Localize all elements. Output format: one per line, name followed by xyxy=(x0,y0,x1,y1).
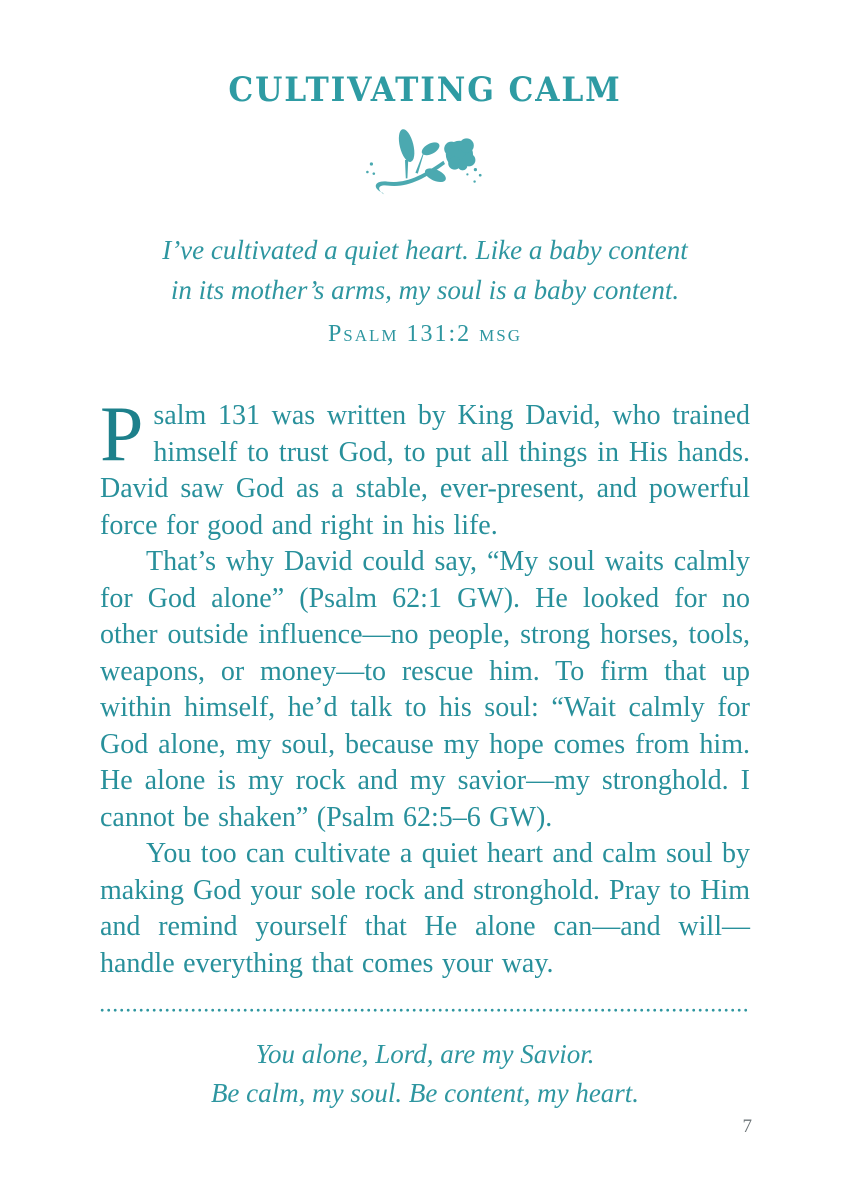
page-number: 7 xyxy=(742,1116,752,1137)
devotional-body xyxy=(100,390,750,982)
paragraph-text: salm 131 was written by King David, who trained himself to trust God, to put all things in His hands. David saw God as a stable, ever-present, and powerful force for good and right in his life. xyxy=(100,400,750,541)
paragraph-first xyxy=(100,390,750,544)
dotted-divider xyxy=(100,1008,750,1013)
rose-sprig-icon xyxy=(100,124,750,196)
paragraph: You too can cultivate a quiet heart and calm soul by making God your sole rock and stronghold. Pray to Him and remind yourself that He alone can—and will—handle everything that comes your way. xyxy=(100,838,750,979)
scripture-reference: Psalm 131:2 msg xyxy=(327,321,523,347)
chapter-title: CULTIVATING CALM xyxy=(228,70,622,110)
prayer-line: You alone, Lord, are my Savior. xyxy=(255,1039,595,1069)
closing-prayer xyxy=(100,1035,750,1113)
epigraph-line: in its mother’s arms, my soul is a baby content. xyxy=(170,275,680,305)
epigraph-line: I’ve cultivated a quiet heart. Like a baby content xyxy=(162,235,688,265)
prayer-line: Be calm, my soul. Be content, my heart. xyxy=(210,1078,640,1108)
paragraph: That’s why David could say, “My soul waits calmly for God alone” (Psalm 62:1 GW). He looked for no other outside influence—no people, strong horses, tools, weapons, or money—to rescue him. To firm that up within himself, he’d talk to his soul: “Wait calmly for God alone, my soul, because my hope comes from him. He alone is my rock and my savior—my stronghold. I cannot be shaken” (Psalm 62:5–6 GW). xyxy=(100,546,750,833)
drop-cap: P xyxy=(100,390,144,477)
epigraph xyxy=(100,230,750,354)
